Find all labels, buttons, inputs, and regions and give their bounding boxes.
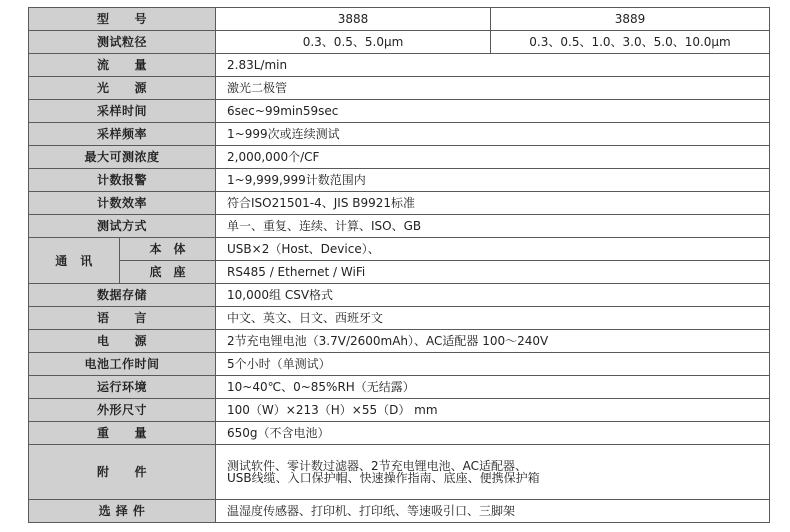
- row-value: 激光二极管: [216, 77, 770, 100]
- accessories-line-1: 测试软件、零计数过滤器、2节充电锂电池、AC适配器、: [227, 459, 528, 473]
- table-row: [29, 353, 770, 376]
- table-row-communication: [29, 238, 770, 261]
- table-row: [29, 192, 770, 215]
- table-row: [29, 77, 770, 100]
- table-row-optional: [29, 500, 770, 523]
- row-value: 10,000组 CSV格式: [216, 284, 770, 307]
- row-value: 2.83L/min: [216, 54, 770, 77]
- table-row: [29, 169, 770, 192]
- optional-label: 选 择 件: [29, 500, 216, 523]
- particle-size-label: 测试粒径: [29, 31, 216, 54]
- table-row: [29, 215, 770, 238]
- row-value: 650g（不含电池）: [216, 422, 770, 445]
- table-row-communication: [29, 261, 770, 284]
- communication-value: USB×2（Host、Device）、: [216, 238, 770, 261]
- accessories-label: 附 件: [29, 445, 216, 500]
- row-label: 光 源: [29, 77, 216, 100]
- optional-value: 温湿度传感器、打印机、打印纸、等速吸引口、三脚架: [216, 500, 770, 523]
- row-value: 符合ISO21501-4、JIS B9921标准: [216, 192, 770, 215]
- table-row: [29, 123, 770, 146]
- accessories-value: [216, 445, 770, 500]
- row-value: 100（W）×213（H）×55（D） mm: [216, 399, 770, 422]
- table-row: [29, 307, 770, 330]
- particle-size-3889: 0.3、0.5、1.0、3.0、5.0、10.0μm: [491, 31, 770, 54]
- row-value: 中文、英文、日文、西班牙文: [216, 307, 770, 330]
- spec-sheet: [28, 7, 769, 523]
- row-label: 计数效率: [29, 192, 216, 215]
- table-row: [29, 376, 770, 399]
- row-label: 重 量: [29, 422, 216, 445]
- model-3888: 3888: [216, 8, 491, 31]
- communication-sub-label: 本 体: [120, 238, 216, 261]
- row-value: 1~9,999,999计数范围内: [216, 169, 770, 192]
- table-row: [29, 422, 770, 445]
- table-row: [29, 146, 770, 169]
- row-label: 采样频率: [29, 123, 216, 146]
- row-label: 语 言: [29, 307, 216, 330]
- row-value: 单一、重复、连续、计算、ISO、GB: [216, 215, 770, 238]
- row-label: 运行环境: [29, 376, 216, 399]
- row-value: 2节充电锂电池（3.7V/2600mAh）、AC适配器 100～240V: [216, 330, 770, 353]
- table-row: [29, 399, 770, 422]
- communication-value: RS485 / Ethernet / WiFi: [216, 261, 770, 284]
- table-row-accessories: [29, 445, 770, 500]
- table-row: [29, 284, 770, 307]
- table-row-particle-size: [29, 31, 770, 54]
- row-value: 5个小时（单测试）: [216, 353, 770, 376]
- row-label: 测试方式: [29, 215, 216, 238]
- row-label: 数据存储: [29, 284, 216, 307]
- accessories-line-2: USB线缆、入口保护帽、快速操作指南、底座、便携保护箱: [227, 471, 540, 485]
- model-3889: 3889: [491, 8, 770, 31]
- table-row-model: [29, 8, 770, 31]
- row-label: 最大可测浓度: [29, 146, 216, 169]
- row-value: 2,000,000个/CF: [216, 146, 770, 169]
- row-value: 6sec~99min59sec: [216, 100, 770, 123]
- model-label: 型 号: [29, 8, 216, 31]
- row-label: 计数报警: [29, 169, 216, 192]
- communication-sub-label: 底 座: [120, 261, 216, 284]
- row-label: 外形尺寸: [29, 399, 216, 422]
- row-label: 电 源: [29, 330, 216, 353]
- row-label: 采样时间: [29, 100, 216, 123]
- table-row: [29, 54, 770, 77]
- table-row: [29, 330, 770, 353]
- row-label: 流 量: [29, 54, 216, 77]
- row-label: 电池工作时间: [29, 353, 216, 376]
- particle-size-3888: 0.3、0.5、5.0μm: [216, 31, 491, 54]
- communication-label: 通 讯: [29, 238, 120, 284]
- row-value: 1~999次或连续测试: [216, 123, 770, 146]
- row-value: 10~40℃、0~85%RH（无结露）: [216, 376, 770, 399]
- spec-table: [28, 7, 770, 523]
- table-row: [29, 100, 770, 123]
